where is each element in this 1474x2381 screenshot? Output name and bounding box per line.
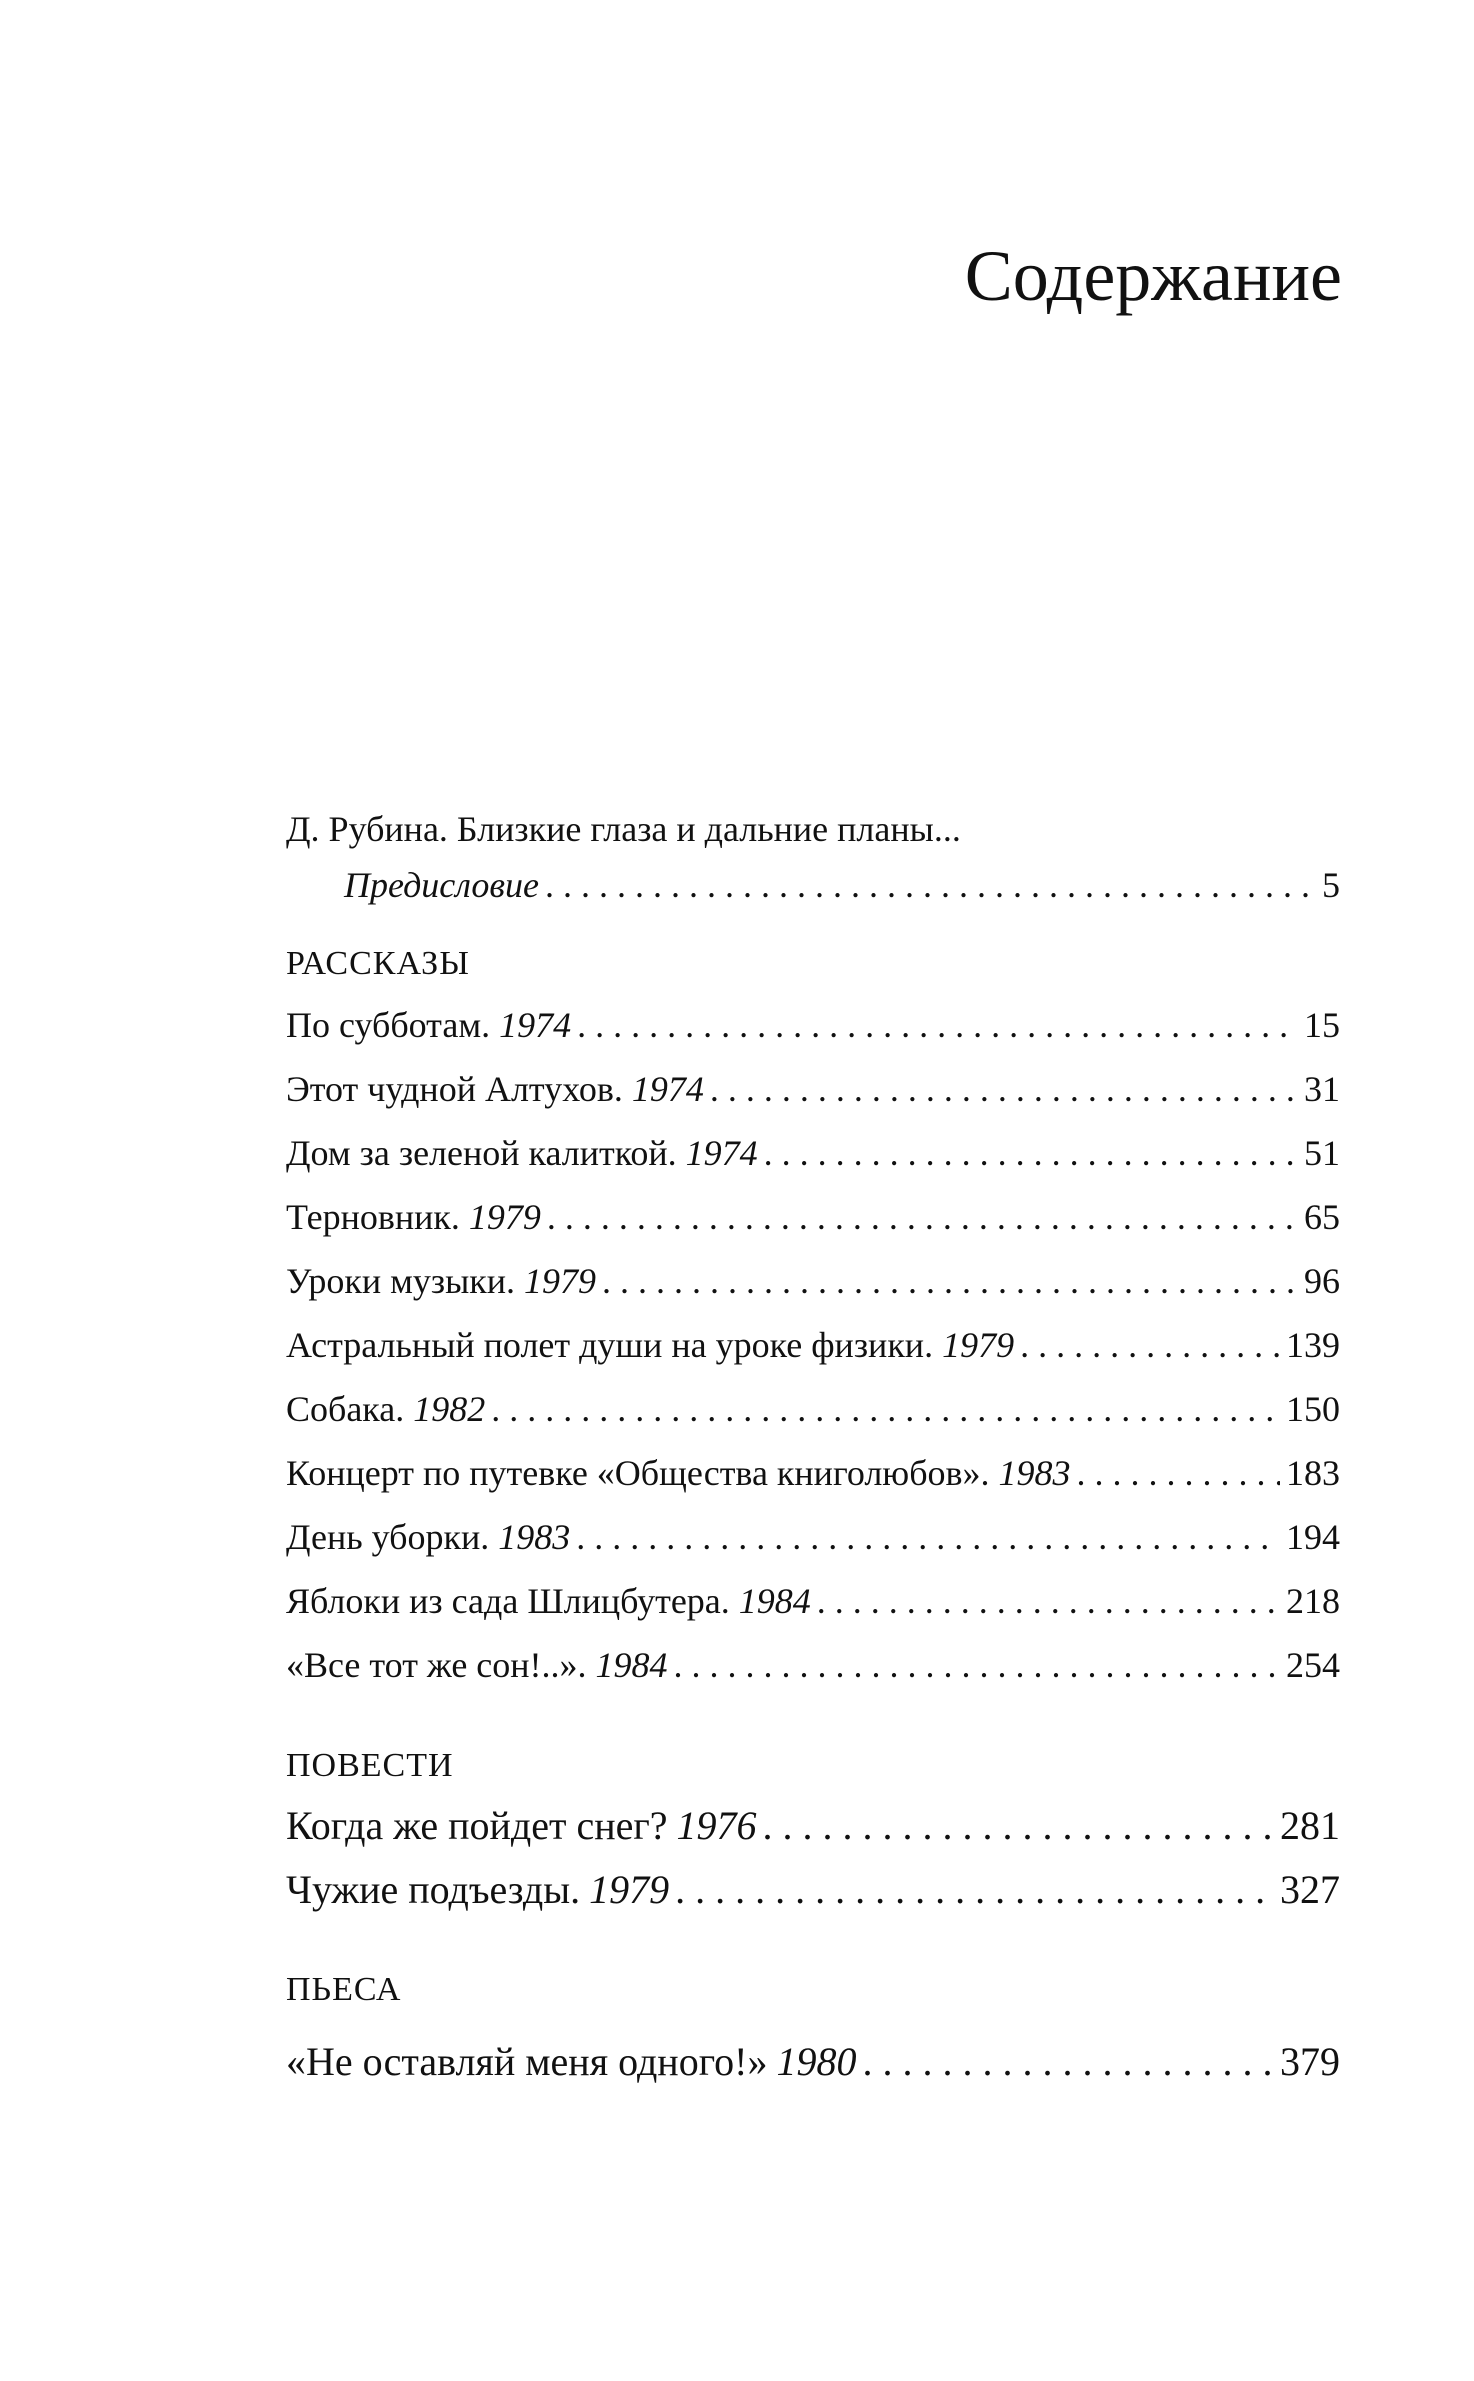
entry-year: 1976 xyxy=(676,1803,757,1848)
toc-entry[interactable] xyxy=(286,1260,1340,1303)
dot-leader xyxy=(491,1388,1280,1431)
entry-year: 1979 xyxy=(942,1325,1015,1365)
entry-page: 31 xyxy=(1304,1069,1340,1109)
section-heading-stories: РАССКАЗЫ xyxy=(286,945,470,982)
dot-leader xyxy=(602,1260,1298,1303)
toc-entry[interactable] xyxy=(286,1516,1340,1559)
toc-entry[interactable] xyxy=(286,1644,1340,1687)
toc-entry[interactable] xyxy=(286,1580,1340,1623)
entry-year: 1983 xyxy=(498,1517,571,1557)
toc-entry[interactable] xyxy=(286,1196,1340,1239)
section-heading-play: ПЬЕСА xyxy=(286,1971,402,2008)
dot-leader xyxy=(817,1580,1280,1623)
entry-year: 1979 xyxy=(468,1197,541,1237)
dot-leader xyxy=(576,1516,1280,1559)
entry-page: 194 xyxy=(1286,1517,1340,1557)
toc-entry[interactable] xyxy=(286,1452,1340,1495)
section-heading-novellas: ПОВЕСТИ xyxy=(286,1747,454,1784)
entry-title: Астральный полет души на уроке физики. xyxy=(286,1325,934,1365)
entry-year: 1979 xyxy=(524,1261,597,1301)
dot-leader xyxy=(862,2038,1274,2086)
entry-title: Предисловие xyxy=(344,865,540,905)
entry-title: Концерт по путевке «Общества книголюбов». xyxy=(286,1453,990,1493)
dot-leader xyxy=(710,1068,1298,1111)
entry-title: Терновник. xyxy=(286,1197,460,1237)
entry-page: 327 xyxy=(1280,1867,1340,1912)
dot-leader xyxy=(764,1132,1298,1175)
entry-page: 183 xyxy=(1286,1453,1340,1493)
entry-page: 139 xyxy=(1286,1325,1340,1365)
entry-year: 1979 xyxy=(589,1867,670,1912)
entry-year: 1974 xyxy=(631,1069,704,1109)
entry-page: 65 xyxy=(1304,1197,1340,1237)
entry-title: «Все тот же сон!..». xyxy=(286,1645,587,1685)
entry-year: 1984 xyxy=(595,1645,668,1685)
toc-entry[interactable] xyxy=(286,1004,1340,1047)
entry-title: Уроки музыки. xyxy=(286,1261,516,1301)
toc-entry-preface[interactable] xyxy=(344,864,1340,907)
entry-title: Собака. xyxy=(286,1389,405,1429)
entry-year: 1982 xyxy=(413,1389,486,1429)
entry-title: День уборки. xyxy=(286,1517,490,1557)
entry-page: 96 xyxy=(1304,1261,1340,1301)
toc-entry[interactable] xyxy=(286,1068,1340,1111)
toc-entry[interactable] xyxy=(286,1388,1340,1431)
entry-title: «Не оставляй меня одного!» xyxy=(286,2039,768,2084)
entry-page: 379 xyxy=(1280,2039,1340,2084)
dot-leader xyxy=(1020,1324,1280,1367)
entry-year: 1983 xyxy=(998,1453,1071,1493)
entry-title: По субботам. xyxy=(286,1005,491,1045)
entry-title: Этот чудной Алтухов. xyxy=(286,1069,623,1109)
entry-page: 281 xyxy=(1280,1803,1340,1848)
entry-year: 1984 xyxy=(738,1581,811,1621)
dot-leader xyxy=(1077,1452,1280,1495)
toc-entry[interactable] xyxy=(286,1324,1340,1367)
entry-title: Чужие подъезды. xyxy=(286,1867,581,1912)
toc-entry[interactable] xyxy=(286,1132,1340,1175)
toc-entry[interactable] xyxy=(286,2038,1340,2086)
toc-entry[interactable] xyxy=(286,1802,1340,1850)
entry-page: 218 xyxy=(1286,1581,1340,1621)
entry-title: Дом за зеленой калиткой. xyxy=(286,1133,677,1173)
dot-leader xyxy=(547,1196,1298,1239)
entry-year: 1974 xyxy=(685,1133,758,1173)
entry-title: Когда же пойдет снег? xyxy=(286,1803,668,1848)
entry-page: 150 xyxy=(1286,1389,1340,1429)
dot-leader xyxy=(763,1802,1274,1850)
dot-leader xyxy=(674,1644,1280,1687)
dot-leader xyxy=(577,1004,1298,1047)
page-title: Содержание xyxy=(964,236,1342,316)
entry-page: 51 xyxy=(1304,1133,1340,1173)
dot-leader xyxy=(675,1866,1274,1914)
entry-title: Яблоки из сада Шлицбутера. xyxy=(286,1581,730,1621)
dot-leader xyxy=(545,864,1316,907)
entry-page: 254 xyxy=(1286,1645,1340,1685)
toc-entry[interactable] xyxy=(286,1866,1340,1914)
entry-year: 1980 xyxy=(776,2039,857,2084)
entry-year: 1974 xyxy=(499,1005,572,1045)
entry-page: 15 xyxy=(1304,1005,1340,1045)
preface-author-line: Д. Рубина. Близкие глаза и дальние планы... xyxy=(286,809,961,849)
entry-page: 5 xyxy=(1322,865,1340,905)
